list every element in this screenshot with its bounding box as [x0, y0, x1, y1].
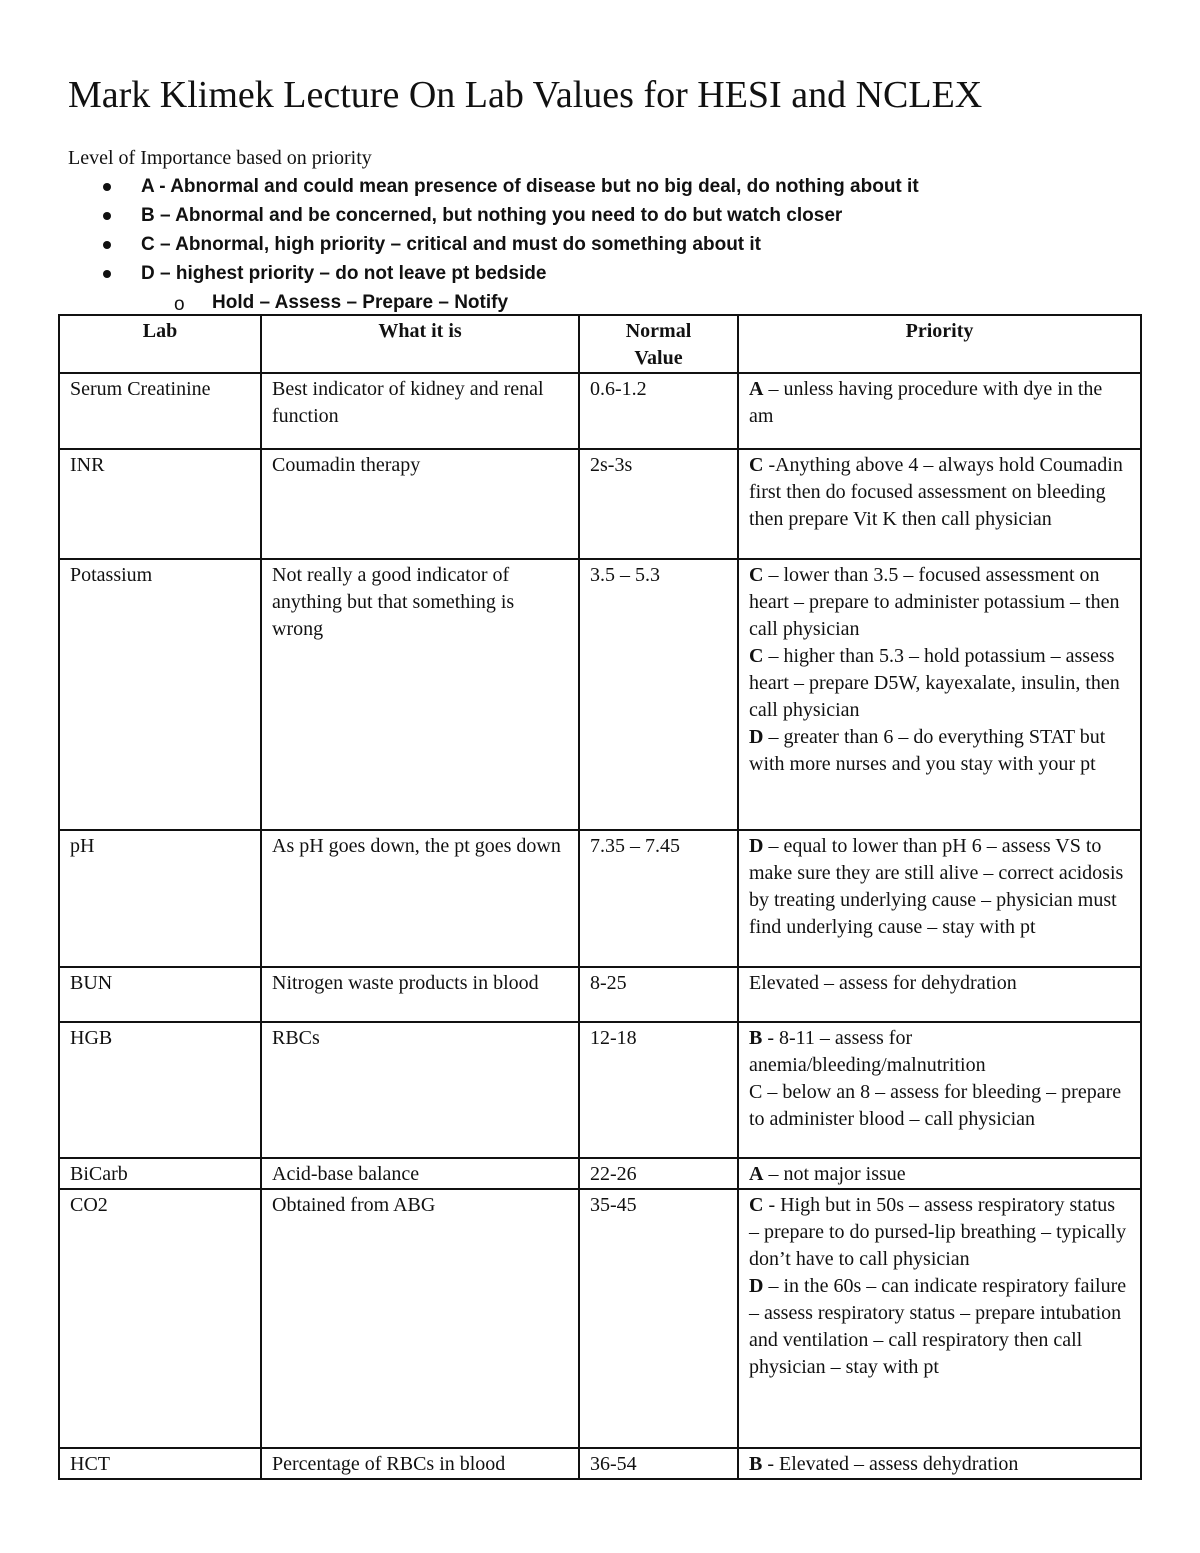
table-body [59, 373, 1141, 1479]
cell-normal: 36-54 [579, 1448, 738, 1479]
table-row [59, 1448, 1141, 1479]
priority-entry [749, 833, 1130, 941]
priority-level-c: C – Abnormal, high priority – critical and must do something about it [141, 234, 762, 255]
priority-text: – greater than 6 – do everything STAT but with more nurses and you stay with your pt [749, 726, 1106, 775]
priority-text: – lower than 3.5 – focused assessment on heart – prepare to administer potassium – then call physician [749, 564, 1120, 640]
cell-lab: Serum Creatinine [59, 373, 261, 449]
list-item [0, 201, 919, 230]
cell-priority [738, 830, 1141, 967]
header-lab: Lab [59, 315, 261, 373]
cell-normal: 22-26 [579, 1158, 738, 1189]
priority-text: C – below an 8 – assess for bleeding – prepare to administer blood – call physician [749, 1081, 1122, 1130]
cell-normal: 3.5 – 5.3 [579, 559, 738, 830]
table-row [59, 967, 1141, 1022]
list-item [0, 288, 919, 317]
table-row [59, 1158, 1141, 1189]
priority-entry [749, 1161, 1130, 1188]
priority-entry [749, 970, 1130, 997]
cell-priority [738, 373, 1141, 449]
priority-entry [749, 562, 1130, 643]
cell-what: Best indicator of kidney and renal function [261, 373, 579, 449]
priority-text: - Elevated – assess dehydration [762, 1453, 1019, 1475]
priority-entry [749, 1451, 1130, 1478]
cell-priority [738, 1158, 1141, 1189]
header-normal: Normal Value [579, 315, 738, 373]
table-row [59, 830, 1141, 967]
cell-priority [738, 559, 1141, 830]
priority-level: D [749, 1275, 764, 1297]
priority-level: B [749, 1027, 763, 1049]
table-row [59, 449, 1141, 559]
cell-lab: BUN [59, 967, 261, 1022]
priority-text: – equal to lower than pH 6 – assess VS to make sure they are still alive – correct acidosis by treating underlying cause – physician must find underlying cause – stay with pt [749, 835, 1124, 938]
table-row [59, 1189, 1141, 1448]
priority-text: - High but in 50s – assess respiratory status – prepare to do pursed-lip breathing – typically don’t have to call physician [749, 1194, 1127, 1270]
cell-normal: 0.6-1.2 [579, 373, 738, 449]
page-title: Mark Klimek Lecture On Lab Values for HESI and NCLEX [68, 74, 983, 116]
bullet-icon [103, 212, 111, 220]
list-item [0, 172, 919, 201]
bullet-icon [103, 270, 111, 278]
cell-lab: HGB [59, 1022, 261, 1158]
cell-lab: INR [59, 449, 261, 559]
priority-level-a: A - Abnormal and could mean presence of disease but no big deal, do nothing about it [141, 176, 919, 197]
cell-what: RBCs [261, 1022, 579, 1158]
header-what: What it is [261, 315, 579, 373]
header-priority: Priority [738, 315, 1141, 373]
cell-priority [738, 1022, 1141, 1158]
cell-lab: Potassium [59, 559, 261, 830]
cell-what: As pH goes down, the pt goes down [261, 830, 579, 967]
table-row [59, 1022, 1141, 1158]
cell-what: Not really a good indicator of anything but that something is wrong [261, 559, 579, 830]
table-row [59, 559, 1141, 830]
priority-sub-step: Hold – Assess – Prepare – Notify [212, 292, 509, 313]
priority-entry [749, 724, 1130, 778]
cell-what: Obtained from ABG [261, 1189, 579, 1448]
sub-bullet-icon: o [174, 294, 185, 315]
priority-level: C [749, 564, 764, 586]
list-item [0, 230, 919, 259]
priority-entry [749, 643, 1130, 724]
cell-what: Nitrogen waste products in blood [261, 967, 579, 1022]
priority-level: D [749, 726, 764, 748]
priority-entry [749, 1025, 1130, 1079]
cell-what: Percentage of RBCs in blood [261, 1448, 579, 1479]
priority-level-d: D – highest priority – do not leave pt bedside [141, 263, 547, 284]
cell-priority [738, 1189, 1141, 1448]
priority-level-list [0, 172, 919, 317]
priority-entry [749, 1079, 1130, 1133]
table-row [59, 373, 1141, 449]
priority-text: – higher than 5.3 – hold potassium – assess heart – prepare D5W, kayexalate, insulin, then call physician [749, 645, 1120, 721]
cell-priority [738, 1448, 1141, 1479]
cell-normal: 35-45 [579, 1189, 738, 1448]
priority-text: Elevated – assess for dehydration [749, 972, 1017, 994]
priority-text: -Anything above 4 – always hold Coumadin first then do focused assessment on bleeding then prepare Vit K then call physician [749, 454, 1123, 530]
priority-level: C [749, 454, 764, 476]
bullet-icon [103, 183, 111, 191]
priority-text: - 8-11 – assess for anemia/bleeding/malnutrition [749, 1027, 986, 1076]
priority-entry [749, 1273, 1130, 1381]
cell-normal: 12-18 [579, 1022, 738, 1158]
priority-text: – in the 60s – can indicate respiratory failure – assess respiratory status – prepare intubation and ventilation – call respiratory then call physician – stay with pt [749, 1275, 1127, 1378]
priority-level-b: B – Abnormal and be concerned, but nothing you need to do but watch closer [141, 205, 843, 226]
lab-values-table [58, 314, 1142, 1480]
priority-entry [749, 1192, 1130, 1273]
priority-entry [749, 376, 1130, 430]
cell-normal: 2s-3s [579, 449, 738, 559]
priority-text: – not major issue [763, 1163, 906, 1185]
cell-priority [738, 449, 1141, 559]
priority-text: – unless having procedure with dye in the am [749, 378, 1103, 427]
priority-level: C [749, 1194, 764, 1216]
table-header-row [59, 315, 1141, 373]
priority-subtitle: Level of Importance based on priority [68, 147, 372, 169]
cell-normal: 8-25 [579, 967, 738, 1022]
priority-entry [749, 452, 1130, 533]
cell-what: Acid-base balance [261, 1158, 579, 1189]
priority-level: C [749, 645, 764, 667]
cell-lab: pH [59, 830, 261, 967]
priority-level: A [749, 378, 764, 400]
cell-lab: CO2 [59, 1189, 261, 1448]
list-item [0, 259, 919, 288]
bullet-icon [103, 241, 111, 249]
cell-lab: BiCarb [59, 1158, 261, 1189]
cell-what: Coumadin therapy [261, 449, 579, 559]
priority-level: A [749, 1163, 764, 1185]
priority-level: B [749, 1453, 763, 1475]
cell-normal: 7.35 – 7.45 [579, 830, 738, 967]
cell-lab: HCT [59, 1448, 261, 1479]
cell-priority [738, 967, 1141, 1022]
priority-level: D [749, 835, 764, 857]
